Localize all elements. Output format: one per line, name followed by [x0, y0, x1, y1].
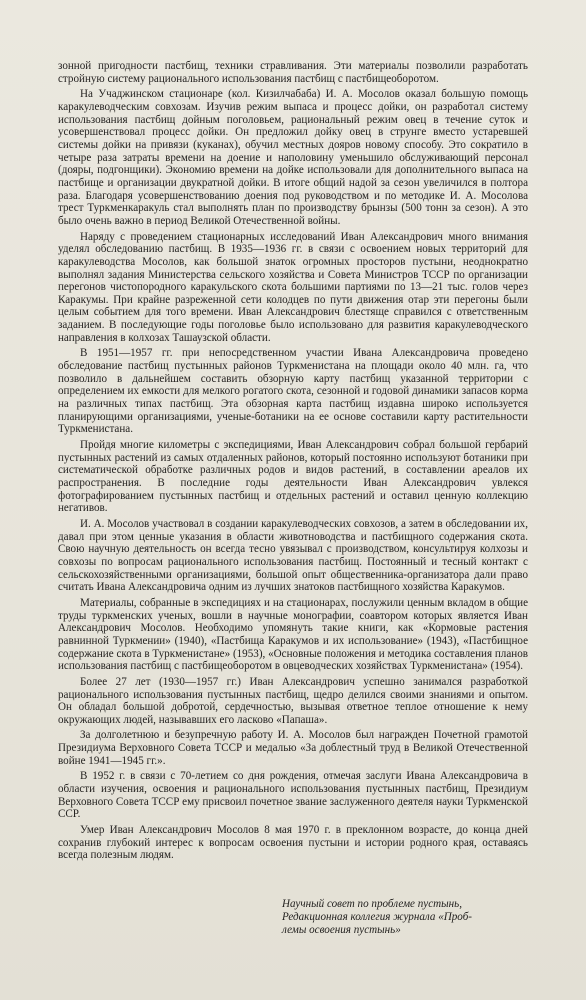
paragraph-2: На Учаджинском стационаре (кол. Кизилчабаба) И. А. Мосолов оказал большую помощь каракулеводческим совхозам. Изучив режим выпаса и процесс дойки, он разработал систему использования пастбищ дойным поголовьем, рациональный режим овец в течение суток и усовершенствовал процесс дойки. Он предложил дойку овец в струнге вместо устаревшей системы дойки на привязи (куканах), обучил местных дояров новому способу. Это сократило в четыре раза затраты времени на доение и наполовину уменьшило обслуживающий персонал (дояры, подгонщики). Экономию времени на дойке использовали для дополнительного выпаса на пастбище и организации двукратной дойки. В итоге общий надой за сезон увеличился в полтора раза. Благодаря усовершенствованию доения под руководством и по методике И. А. Мосолова трест Туркменкаракуль стал выполнять план по производству брынзы (500 тонн за сезон). А это было очень важно в период Великой Отечественной войны.	[58, 88, 528, 227]
article-body	[58, 60, 528, 865]
paragraph-1: зонной пригодности пастбищ, техники стравливания. Эти материалы позволили разработать стройную систему рационального использования пастбищ с пастбищеоборотом.	[58, 60, 528, 85]
paragraph-3: Наряду с проведением стационарных исследований Иван Александрович много внимания уделял обследованию пастбищ. В 1935—1936 гг. в связи с освоением новых территорий для каракулеводства Мосолов, как большой знаток огромных просторов пустыни, неоднократно выполнял задания Министерства сельского хозяйства и Совета Министров ТССР по организации перегонов чистопородного каракульского скота большими партиями по 13—21 тыс. голов через Каракумы. При крайне разреженной сети колодцев по пути движения отар эти перегоны были целым событием для того времени. Иван Александрович блестяще справился с ответственным заданием. В последующие годы поголовье было использовано для развития каракулеводческого направления в колхозах Ташаузской области.	[58, 230, 528, 344]
signature-line-2: Редакционная коллегия журнала «Проб-	[282, 911, 472, 923]
paragraph-11: Умер Иван Александрович Мосолов 8 мая 1970 г. в преклонном возрасте, до конца дней сохранив глубокий интерес к вопросам освоения пустыни и истории родного края, оставаясь всегда полезным людям.	[58, 824, 528, 862]
paragraph-4: В 1951—1957 гг. при непосредственном участии Ивана Александровича проведено обследование пастбищ пустынных районов Туркменистана на площади около 40 млн. га, что позволило в дальнейшем составить обзорную карту пастбищ указанной территории с определением их емкости для мелкого рогатого скота, сезонной и годовой динамики запасов корма на различных типах пастбищ. Эта обзорная карта пастбищ издавна широко используется планирующими организациями, ученые-ботаники на ее основе составили карту растительности Туркменистана.	[58, 347, 528, 436]
signature-line-3: лемы освоения пустынь»	[282, 924, 401, 936]
signature-block	[282, 898, 532, 937]
paragraph-10: В 1952 г. в связи с 70-летием со дня рождения, отмечая заслуги Ивана Александровича в области изучения, освоения и рационального использования пустынных пастбищ, Президиум Верховного Совета ТССР ему присвоил почетное звание заслуженного деятеля науки Туркменской ССР.	[58, 770, 528, 821]
paragraph-7: Материалы, собранные в экспедициях и на стационарах, послужили ценным вкладом в общие труды туркменских ученых, вошли в научные монографии, соавтором которых является Иван Александрович Мосолов. Необходимо упомянуть такие книги, как «Кормовые растения равнинной Туркмении» (1940), «Пастбища Каракумов и их использование» (1943), «Пастбищное содержание скота в Туркменистане» (1953), «Основные положения и методика составления планов использования пастбищ с пастбищеоборотом в овцеводческих хозяйствах Туркменистана» (1954).	[58, 596, 528, 673]
paragraph-6: И. А. Мосолов участвовал в создании каракулеводческих совхозов, а затем в обследовании их, давал при этом ценные указания в области животноводства и пастбищного содержания скота. Свою научную деятельность он всегда тесно увязывал с производством, консультируя колхозы и совхозы по вопросам рационального использования пастбищ. Постоянный и тесный контакт с сельскохозяйственными организациями, большой опыт общественника-организатора дали право считать Ивана Александровича одним из лучших знатоков пастбищного хозяйства Каракумов.	[58, 517, 528, 594]
paragraph-9: За долголетнюю и безупречную работу И. А. Мосолов был награжден Почетной грамотой Президиума Верховного Совета ТССР и медалью «За доблестный труд в Великой Отечественной войне 1941—1945 гг.».	[58, 729, 528, 767]
paragraph-5: Пройдя многие километры с экспедициями, Иван Александрович собрал большой гербарий пустынных растений из самых отдаленных районов, который постоянно используют ботаники при систематической обработке различных родов и видов растений, в составлении ареалов их распространения. В последние годы деятельности Иван Александрович увлекся фотографированием пустынных пастбищ и отдельных растений и оставил ценную коллекцию негативов.	[58, 439, 528, 515]
paragraph-8: Более 27 лет (1930—1957 гг.) Иван Александрович успешно занимался разработкой рационального использования пустынных пастбищ, щедро делился своими знаниями и опытом. Он обладал большой добротой, сердечностью, вызывая ответное теплое отношение к нему окружающих людей, называвших его ласково «Папаша».	[58, 675, 528, 726]
signature-line-1: Научный совет по проблеме пустынь,	[282, 898, 462, 910]
